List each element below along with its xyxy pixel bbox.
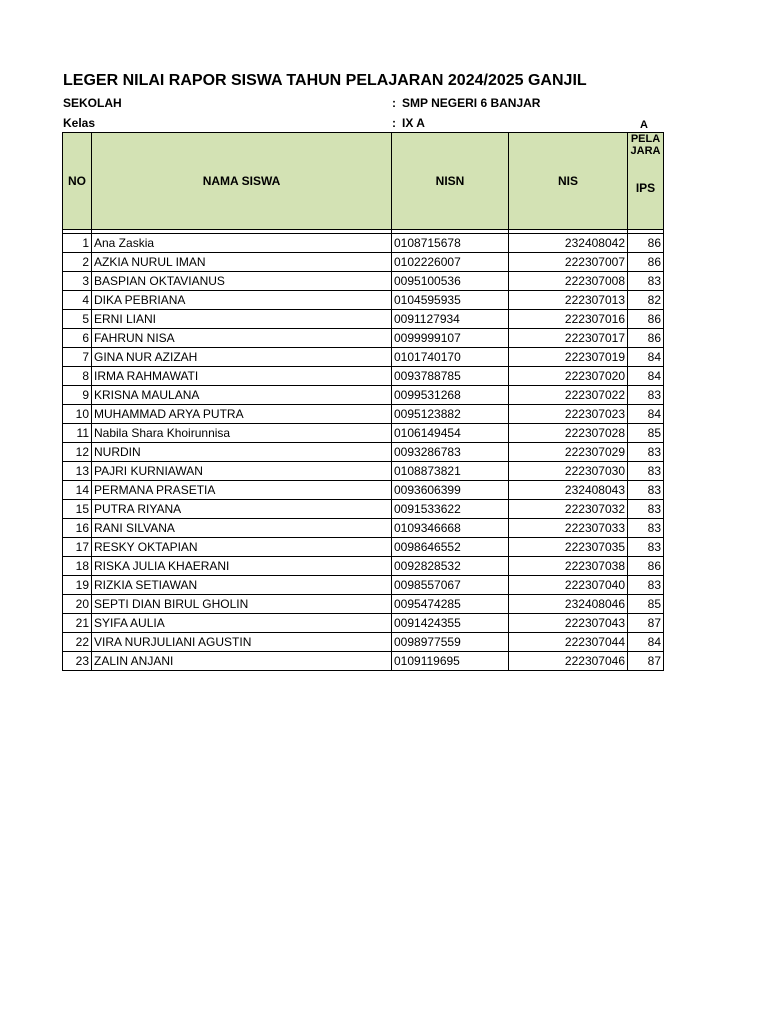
student-nis: 222307043 [509,614,628,633]
student-nis: 222307017 [509,329,628,348]
table-row [63,424,664,443]
student-nisn: 0108873821 [392,462,509,481]
student-nis: 222307032 [509,500,628,519]
row-number: 19 [63,576,92,595]
table-row [63,633,664,652]
ips-score: 86 [628,310,664,329]
overflow-header-fragment: A [640,119,648,131]
row-number: 3 [63,272,92,291]
ips-score: 83 [628,500,664,519]
student-nisn: 0093788785 [392,367,509,386]
row-number: 14 [63,481,92,500]
table-row [63,595,664,614]
report-title: LEGER NILAI RAPOR SISWA TAHUN PELAJARAN 2024/2025 GANJIL [63,72,587,89]
student-name: MUHAMMAD ARYA PUTRA [92,405,392,424]
student-name: RIZKIA SETIAWAN [92,576,392,595]
row-number: 8 [63,367,92,386]
table-row [63,614,664,633]
student-nisn: 0101740170 [392,348,509,367]
table-row [63,329,664,348]
school-colon: : [392,96,396,110]
ips-score: 86 [628,329,664,348]
student-name: SEPTI DIAN BIRUL GHOLIN [92,595,392,614]
table-row [63,652,664,671]
student-nisn: 0093606399 [392,481,509,500]
header-nisn: NISN [392,133,509,230]
row-number: 1 [63,234,92,253]
student-nis: 222307008 [509,272,628,291]
student-nis: 222307030 [509,462,628,481]
student-nis: 222307033 [509,519,628,538]
ips-score: 83 [628,386,664,405]
row-number: 13 [63,462,92,481]
ips-score: 86 [628,557,664,576]
student-nisn: 0098977559 [392,633,509,652]
grade-ledger-table [62,132,664,671]
ips-score: 87 [628,652,664,671]
school-label: SEKOLAH [63,96,122,110]
class-colon: : [392,116,396,130]
student-name: FAHRUN NISA [92,329,392,348]
table-row [63,367,664,386]
ips-score: 84 [628,348,664,367]
class-value: IX A [402,116,425,130]
table-row [63,291,664,310]
student-name: RANI SILVANA [92,519,392,538]
student-nis: 222307023 [509,405,628,424]
student-name: RISKA JULIA KHAERANI [92,557,392,576]
student-nisn: 0093286783 [392,443,509,462]
ips-score: 84 [628,633,664,652]
student-name: BASPIAN OKTAVIANUS [92,272,392,291]
student-name: DIKA PEBRIANA [92,291,392,310]
row-number: 10 [63,405,92,424]
table-row [63,519,664,538]
row-number: 18 [63,557,92,576]
student-nis: 222307046 [509,652,628,671]
student-name: ZALIN ANJANI [92,652,392,671]
table-row [63,576,664,595]
table-row [63,462,664,481]
student-name: ERNI LIANI [92,310,392,329]
student-nisn: 0091533622 [392,500,509,519]
student-nisn: 0092828532 [392,557,509,576]
table-row [63,557,664,576]
header-subject-ips: IPS [635,181,656,195]
student-name: GINA NUR AZIZAH [92,348,392,367]
ips-score: 84 [628,405,664,424]
student-nis: 222307013 [509,291,628,310]
row-number: 23 [63,652,92,671]
student-name: KRISNA MAULANA [92,386,392,405]
student-nis: 222307029 [509,443,628,462]
row-number: 21 [63,614,92,633]
row-number: 7 [63,348,92,367]
student-nisn: 0109346668 [392,519,509,538]
table-row [63,310,664,329]
student-nisn: 0095123882 [392,405,509,424]
table-body [63,230,664,671]
row-number: 22 [63,633,92,652]
ips-score: 83 [628,538,664,557]
row-number: 5 [63,310,92,329]
student-nis: 232408046 [509,595,628,614]
ips-score: 85 [628,424,664,443]
table-row [63,538,664,557]
student-nisn: 0106149454 [392,424,509,443]
class-label: Kelas [63,116,96,130]
table-row [63,500,664,519]
row-number: 17 [63,538,92,557]
student-name: SYIFA AULIA [92,614,392,633]
ips-score: 83 [628,272,664,291]
row-number: 6 [63,329,92,348]
student-nisn: 0091424355 [392,614,509,633]
student-nis: 222307044 [509,633,628,652]
student-nisn: 0099999107 [392,329,509,348]
student-name: VIRA NURJULIANI AGUSTIN [92,633,392,652]
student-nis: 222307019 [509,348,628,367]
table-header-row [63,133,664,230]
header-subject-group-line2: JARA [630,146,661,157]
header-nis: NIS [509,133,628,230]
row-number: 11 [63,424,92,443]
student-name: PUTRA RIYANA [92,500,392,519]
table-row [63,234,664,253]
ips-score: 83 [628,481,664,500]
row-number: 9 [63,386,92,405]
student-name: PERMANA PRASETIA [92,481,392,500]
ips-score: 87 [628,614,664,633]
student-nisn: 0104595935 [392,291,509,310]
school-value: SMP NEGERI 6 BANJAR [402,96,541,110]
student-name: NURDIN [92,443,392,462]
student-nisn: 0108715678 [392,234,509,253]
table-row [63,405,664,424]
ips-score: 85 [628,595,664,614]
student-nisn: 0099531268 [392,386,509,405]
header-subject-cell [628,133,664,230]
ips-score: 86 [628,234,664,253]
row-number: 12 [63,443,92,462]
student-nisn: 0098646552 [392,538,509,557]
ips-score: 82 [628,291,664,310]
row-number: 20 [63,595,92,614]
header-no: NO [63,133,92,230]
row-number: 2 [63,253,92,272]
student-nisn: 0095474285 [392,595,509,614]
student-nis: 222307040 [509,576,628,595]
table-row [63,348,664,367]
student-name: RESKY OKTAPIAN [92,538,392,557]
student-name: PAJRI KURNIAWAN [92,462,392,481]
student-name: Nabila Shara Khoirunnisa [92,424,392,443]
student-name: IRMA RAHMAWATI [92,367,392,386]
table-row [63,481,664,500]
ips-score: 86 [628,253,664,272]
student-nisn: 0095100536 [392,272,509,291]
student-nis: 222307028 [509,424,628,443]
table-row [63,253,664,272]
table-row [63,443,664,462]
student-nisn: 0098557067 [392,576,509,595]
student-name: Ana Zaskia [92,234,392,253]
ips-score: 83 [628,519,664,538]
student-nis: 222307038 [509,557,628,576]
table-row [63,386,664,405]
ips-score: 83 [628,576,664,595]
row-number: 16 [63,519,92,538]
student-name: AZKIA NURUL IMAN [92,253,392,272]
row-number: 4 [63,291,92,310]
row-number: 15 [63,500,92,519]
header-student-name: NAMA SISWA [92,133,392,230]
ips-score: 83 [628,443,664,462]
student-nis: 222307020 [509,367,628,386]
student-nis: 222307016 [509,310,628,329]
table-row [63,272,664,291]
ips-score: 84 [628,367,664,386]
student-nis: 222307007 [509,253,628,272]
student-nisn: 0102226007 [392,253,509,272]
student-nis: 222307035 [509,538,628,557]
student-nis: 222307022 [509,386,628,405]
student-nis: 232408042 [509,234,628,253]
student-nisn: 0091127934 [392,310,509,329]
header-subject-group-line1: PELA [630,133,661,145]
student-nisn: 0109119695 [392,652,509,671]
ips-score: 83 [628,462,664,481]
student-nis: 232408043 [509,481,628,500]
